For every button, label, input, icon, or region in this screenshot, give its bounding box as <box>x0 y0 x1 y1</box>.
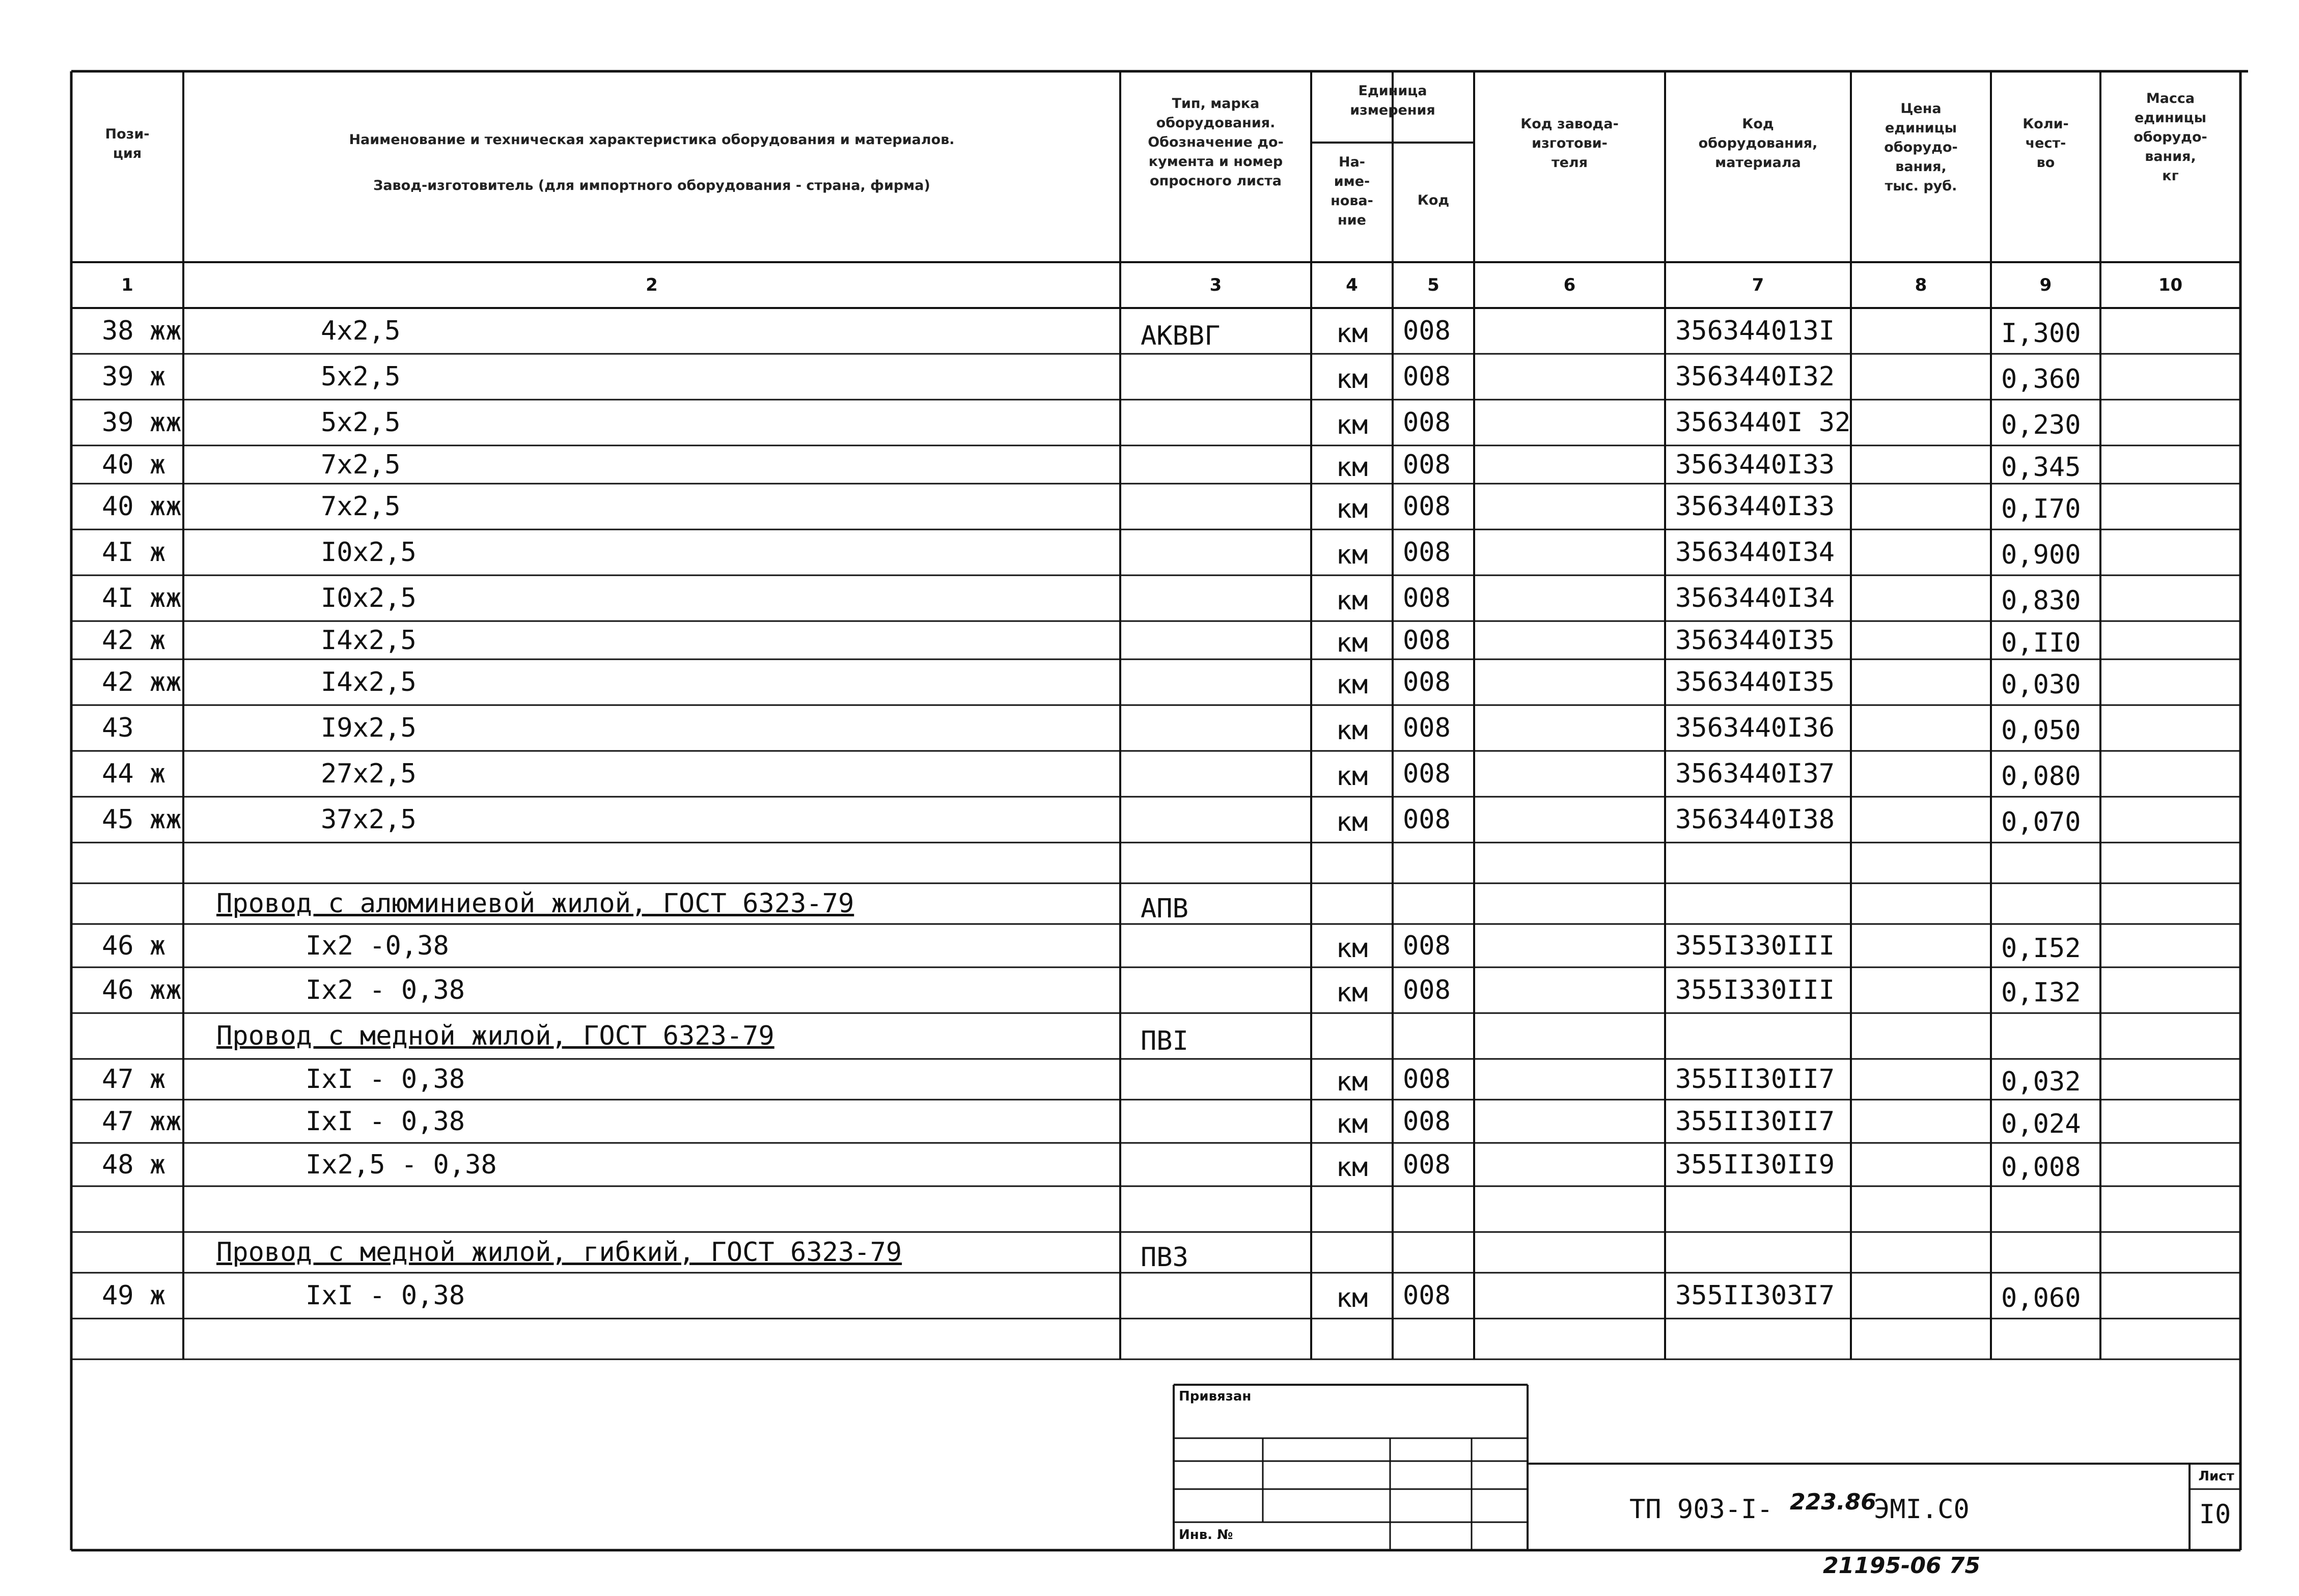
unit-name-cell: км <box>1336 1152 1368 1183</box>
equipment-code-cell: 3563440I36 <box>1675 713 1835 743</box>
name-cell: 37х2,5 <box>321 804 417 835</box>
equipment-code-cell: 3563440I37 <box>1675 759 1835 789</box>
quantity-cell: 0,008 <box>2001 1152 2081 1183</box>
column-number: 7 <box>1752 275 1764 295</box>
unit-name-cell: км <box>1336 494 1368 524</box>
unit-name-cell: км <box>1336 585 1368 616</box>
position-cell: 46 жж <box>102 975 182 1005</box>
archive-number: 21195-06 75 <box>1823 1553 1981 1579</box>
unit-name-cell: км <box>1336 364 1368 395</box>
name-cell: I0х2,5 <box>321 537 417 568</box>
type-cell: АКВВГ <box>1141 321 1221 351</box>
quantity-cell: 0,II0 <box>2001 627 2081 658</box>
unit-code-cell: 008 <box>1403 361 1451 392</box>
position-cell: 42 жж <box>102 667 182 697</box>
type-cell: ПВI <box>1141 1026 1188 1056</box>
column-number: 8 <box>1915 275 1927 295</box>
position-cell: 39 жж <box>102 407 182 438</box>
equipment-code-cell: 355I330III <box>1675 975 1835 1005</box>
column-number: 10 <box>2158 275 2183 295</box>
unit-name-cell: км <box>1336 627 1368 658</box>
unit-name-cell: км <box>1336 452 1368 483</box>
position-cell: 4I жж <box>102 583 182 613</box>
name-cell: I0х2,5 <box>321 583 417 613</box>
unit-name-cell: км <box>1336 669 1368 700</box>
name-cell: 4х2,5 <box>321 316 401 346</box>
column-number: 2 <box>646 275 658 295</box>
quantity-cell: 0,360 <box>2001 364 2081 395</box>
unit-name-cell: км <box>1336 715 1368 746</box>
quantity-cell: 0,900 <box>2001 540 2081 570</box>
unit-name-cell: км <box>1336 1108 1368 1139</box>
unit-code-cell: 008 <box>1403 1064 1451 1095</box>
equipment-code-cell: 3563440I38 <box>1675 804 1835 835</box>
unit-code-cell: 008 <box>1403 316 1451 346</box>
header-equipment-code: Код оборудования, материала <box>1698 116 1818 171</box>
unit-code-cell: 008 <box>1403 804 1451 835</box>
quantity-cell: 0,I32 <box>2001 977 2081 1008</box>
position-cell: 42 ж <box>102 625 166 656</box>
quantity-cell: 0,070 <box>2001 807 2081 837</box>
quantity-cell: 0,I70 <box>2001 494 2081 524</box>
header-unit-name: На- име- нова- ние <box>1331 154 1373 228</box>
equipment-code-cell: 355II303I7 <box>1675 1280 1835 1311</box>
name-cell: I9х2,5 <box>321 713 417 743</box>
name-cell: 7х2,5 <box>321 491 401 522</box>
equipment-code-cell: 355I330III <box>1675 930 1835 961</box>
unit-code-cell: 008 <box>1403 975 1451 1005</box>
position-cell: 45 жж <box>102 804 182 835</box>
unit-name-cell: км <box>1336 1067 1368 1097</box>
unit-code-cell: 008 <box>1403 759 1451 789</box>
equipment-code-cell: 355II30II7 <box>1675 1064 1835 1095</box>
column-number: 4 <box>1346 275 1358 295</box>
column-number: 1 <box>121 275 133 295</box>
sheet-label: Лист <box>2198 1469 2234 1484</box>
unit-name-cell: км <box>1336 977 1368 1008</box>
header-price: Цена единицы оборудо- вания, тыс. руб. <box>1884 101 1958 194</box>
position-cell: 39 ж <box>102 361 166 392</box>
header-type: Тип, марка оборудования. Обозначение до- кумента и номер опросного листа <box>1148 96 1284 189</box>
unit-name-cell: км <box>1336 807 1368 837</box>
unit-code-cell: 008 <box>1403 1149 1451 1180</box>
unit-code-cell: 008 <box>1403 1106 1451 1137</box>
unit-code-cell: 008 <box>1403 407 1451 438</box>
type-cell: ПВ3 <box>1141 1242 1188 1273</box>
name-cell: Iх2,5 - 0,38 <box>306 1149 497 1180</box>
quantity-cell: 0,050 <box>2001 715 2081 746</box>
unit-code-cell: 008 <box>1403 930 1451 961</box>
document-designation-handwritten: 223.86 <box>1790 1489 1876 1515</box>
position-cell: 47 ж <box>102 1064 166 1095</box>
name-cell: I4х2,5 <box>321 667 417 697</box>
stamp-inventory-label: Инв. № <box>1179 1527 1233 1543</box>
header-unit: Единица измерения <box>1350 83 1435 118</box>
unit-name-cell: км <box>1336 933 1368 964</box>
name-cell: I4х2,5 <box>321 625 417 656</box>
position-cell: 38 жж <box>102 316 182 346</box>
equipment-code-cell: 3563440I 32 <box>1675 407 1851 438</box>
position-cell: 47 жж <box>102 1106 182 1137</box>
unit-code-cell: 008 <box>1403 1280 1451 1311</box>
quantity-cell: 0,230 <box>2001 410 2081 440</box>
sheet-number: I0 <box>2199 1499 2231 1530</box>
quantity-cell: 0,030 <box>2001 669 2081 700</box>
header-plant-code: Код завода- изготови- теля <box>1520 116 1619 171</box>
quantity-cell: 0,I52 <box>2001 933 2081 964</box>
equipment-code-cell: 3563440I33 <box>1675 449 1835 480</box>
group-title-cell: Провод с медной жилой, гибкий, ГОСТ 6323-79 <box>216 1237 902 1268</box>
unit-name-cell: км <box>1336 761 1368 792</box>
equipment-code-cell: 3563440I33 <box>1675 491 1835 522</box>
quantity-cell: I,300 <box>2001 318 2081 349</box>
name-cell: 7х2,5 <box>321 449 401 480</box>
unit-name-cell: км <box>1336 410 1368 440</box>
position-cell: 43 <box>102 713 134 743</box>
header-mass: Масса единицы оборудо- вания, кг <box>2134 91 2207 184</box>
quantity-cell: 0,032 <box>2001 1067 2081 1097</box>
equipment-code-cell: 3563440I35 <box>1675 625 1835 656</box>
column-number: 5 <box>1427 275 1439 295</box>
equipment-code-cell: 355II30II9 <box>1675 1149 1835 1180</box>
name-cell: 27х2,5 <box>321 759 417 789</box>
unit-name-cell: км <box>1336 1283 1368 1313</box>
header-unit-code: Код <box>1417 192 1450 208</box>
unit-name-cell: км <box>1336 318 1368 349</box>
header-name: Наименование и техническая характеристика оборудования и материалов. Завод-изготовитель (для импортного оборудования - страна, фирма) <box>349 132 955 193</box>
name-cell: 5х2,5 <box>321 361 401 392</box>
quantity-cell: 0,830 <box>2001 585 2081 616</box>
group-title-cell: Провод с алюминиевой жилой, ГОСТ 6323-79 <box>216 888 854 919</box>
type-cell: АПВ <box>1141 893 1188 924</box>
equipment-code-cell: 355II30II7 <box>1675 1106 1835 1137</box>
name-cell: 5х2,5 <box>321 407 401 438</box>
name-cell: Iх2 - 0,38 <box>306 975 465 1005</box>
position-cell: 48 ж <box>102 1149 166 1180</box>
name-cell: IхI - 0,38 <box>306 1106 465 1137</box>
unit-code-cell: 008 <box>1403 583 1451 613</box>
equipment-code-cell: 3563440I34 <box>1675 583 1835 613</box>
group-title-cell: Провод с медной жилой, ГОСТ 6323-79 <box>216 1021 774 1051</box>
unit-code-cell: 008 <box>1403 491 1451 522</box>
position-cell: 4I ж <box>102 537 166 568</box>
stamp-attached-label: Привязан <box>1179 1389 1252 1404</box>
unit-code-cell: 008 <box>1403 537 1451 568</box>
position-cell: 49 ж <box>102 1280 166 1311</box>
equipment-code-cell: 3563440I35 <box>1675 667 1835 697</box>
document-designation-suffix: ЭМI.С0 <box>1874 1494 1970 1525</box>
position-cell: 40 ж <box>102 449 166 480</box>
quantity-cell: 0,024 <box>2001 1108 2081 1139</box>
equipment-code-cell: 3563440I34 <box>1675 537 1835 568</box>
quantity-cell: 0,080 <box>2001 761 2081 792</box>
column-number: 9 <box>2039 275 2052 295</box>
name-cell: IхI - 0,38 <box>306 1280 465 1311</box>
column-number: 3 <box>1209 275 1222 295</box>
document-designation: ТП 903-I- <box>1629 1494 1773 1525</box>
unit-name-cell: км <box>1336 540 1368 570</box>
position-cell: 44 ж <box>102 759 166 789</box>
quantity-cell: 0,345 <box>2001 452 2081 483</box>
unit-code-cell: 008 <box>1403 667 1451 697</box>
position-cell: 46 ж <box>102 930 166 961</box>
name-cell: IхI - 0,38 <box>306 1064 465 1095</box>
header-position: Пози- ция <box>105 126 150 161</box>
header-quantity: Коли- чест- во <box>2023 116 2069 171</box>
name-cell: Iх2 -0,38 <box>306 930 449 961</box>
position-cell: 40 жж <box>102 491 182 522</box>
unit-code-cell: 008 <box>1403 449 1451 480</box>
quantity-cell: 0,060 <box>2001 1283 2081 1313</box>
unit-code-cell: 008 <box>1403 713 1451 743</box>
equipment-code-cell: 3563440I32 <box>1675 361 1835 392</box>
column-number: 6 <box>1563 275 1576 295</box>
unit-code-cell: 008 <box>1403 625 1451 656</box>
equipment-code-cell: 356344013I <box>1675 316 1835 346</box>
